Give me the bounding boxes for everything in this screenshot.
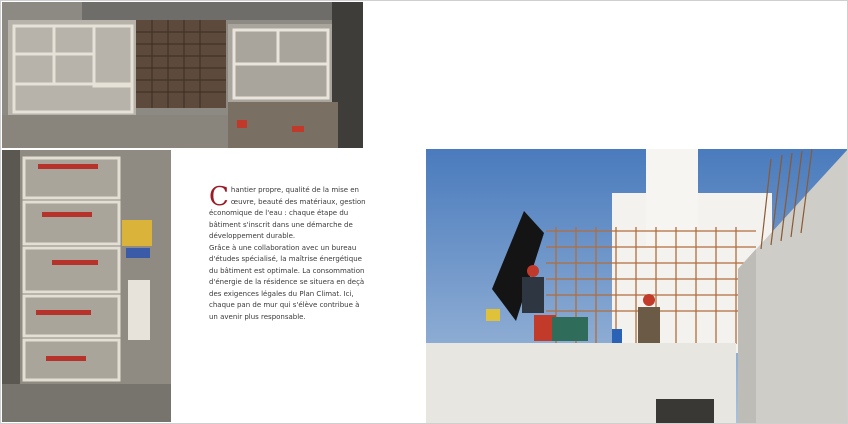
construction-site-photo (426, 149, 848, 423)
dropcap-letter: C (209, 182, 229, 212)
aerial-construction-photo-top (2, 2, 363, 148)
aerial-left-illustration (2, 150, 171, 422)
paragraph-1-text: hantier propre, qualité de la mise en œuvre, beauté des matériaux, gestion économique de l'eau : chaque étape du bâtiment s'inscrit dans une démarche de développement durable. (209, 186, 366, 240)
body-text (209, 182, 369, 323)
site-photo-illustration (426, 149, 848, 423)
aerial-top-illustration (2, 2, 363, 148)
paragraph-2-text: Grâce à une collaboration avec un bureau d'études spécialisé, la maîtrise énergétique du bâtiment est optimale. La consommation d'énergie de la résidence se situera en deçà des exigences légales du Plan Climat. Ici, chaque pan de mur qui s'élève contribue à un avenir plus responsable. (209, 243, 365, 321)
aerial-construction-photo-left (2, 150, 171, 422)
